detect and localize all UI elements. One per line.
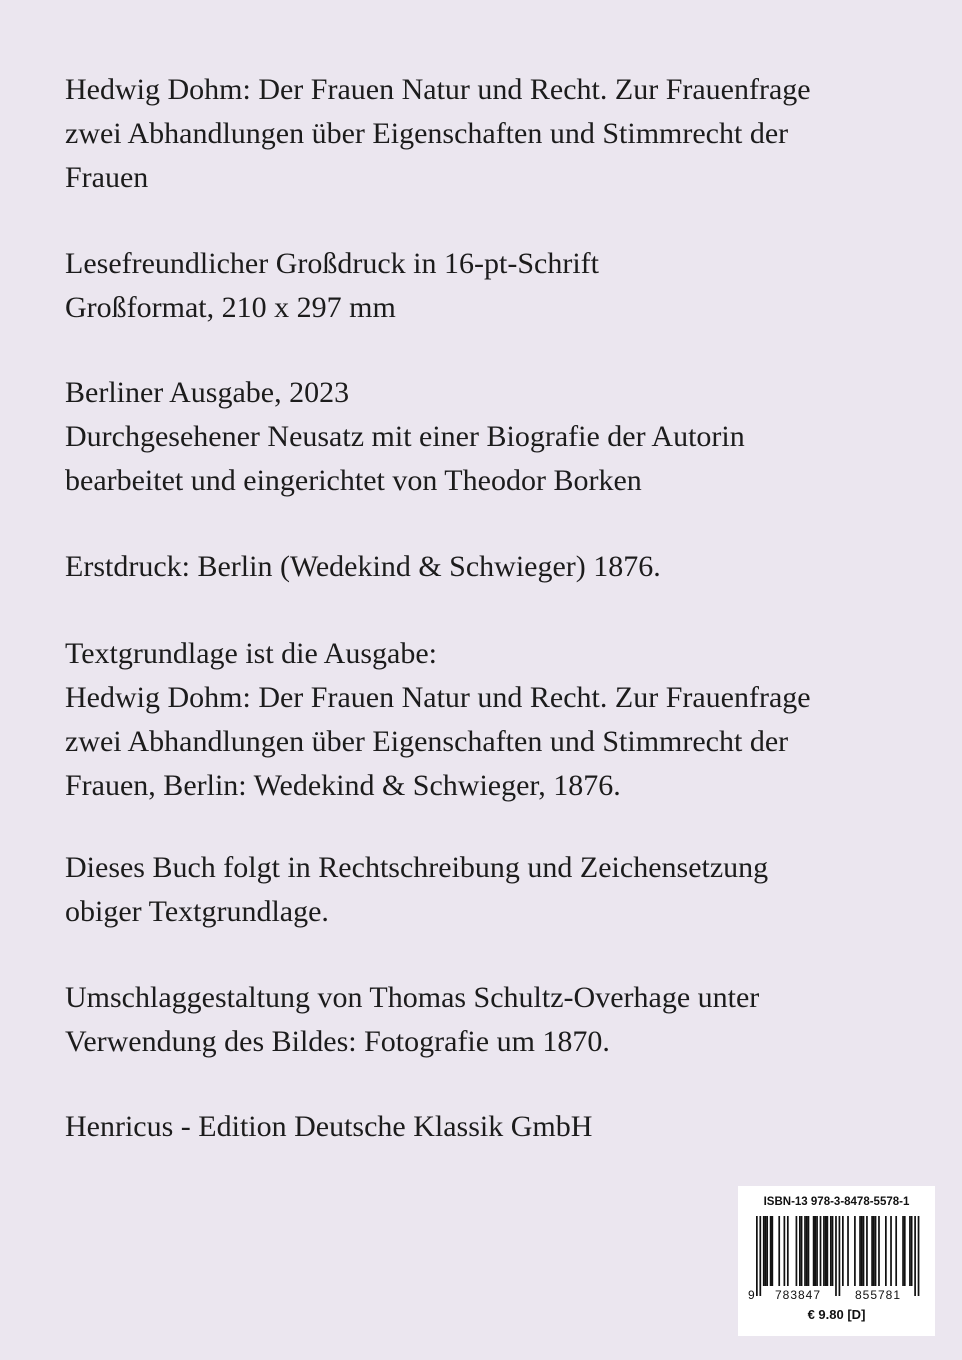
barcode-bar	[909, 1216, 911, 1286]
block-first-print	[65, 545, 925, 589]
barcode-bar	[787, 1216, 789, 1286]
barcode-bar	[842, 1216, 844, 1286]
text-line: zwei Abhandlungen über Eigenschaften und Stimmrecht der	[65, 117, 789, 150]
text-line: obiger Textgrundlage.	[65, 895, 329, 928]
barcode-bar	[918, 1216, 920, 1296]
barcode-bar	[885, 1216, 887, 1286]
text-line: Hedwig Dohm: Der Frauen Natur und Recht. Zur Frauenfrage	[65, 681, 811, 714]
text-line: bearbeitet und eingerichtet von Theodor Borken	[65, 464, 642, 497]
barcode-bar	[813, 1216, 815, 1286]
text-line: Frauen, Berlin: Wedekind & Schwieger, 1876.	[65, 769, 621, 802]
barcode-bar	[808, 1216, 810, 1286]
barcode-panel	[738, 1186, 935, 1336]
text-line: Großformat, 210 x 297 mm	[65, 291, 396, 324]
block-orthography	[65, 846, 925, 934]
barcode-digits-right: 855781	[854, 1288, 902, 1302]
barcode-bar	[890, 1216, 892, 1286]
isbn-label: ISBN-13 978-3-8478-5578-1	[763, 1196, 910, 1208]
text-line: Henricus - Edition Deutsche Klassik GmbH	[65, 1110, 593, 1143]
barcode-bar	[770, 1216, 772, 1286]
barcode-bar	[806, 1216, 808, 1286]
barcode-bar	[816, 1216, 818, 1286]
text-line: Berliner Ausgabe, 2023	[65, 376, 350, 409]
barcode-bar	[827, 1216, 829, 1286]
barcode-bar	[763, 1216, 765, 1286]
barcode-bar	[895, 1216, 897, 1286]
text-line: Textgrundlage ist die Ausgabe:	[65, 637, 437, 670]
barcode-bar	[863, 1216, 865, 1286]
barcode-bar	[871, 1216, 873, 1286]
barcode-bar	[830, 1216, 832, 1286]
barcode-bar	[914, 1216, 916, 1296]
barcode-bar	[835, 1216, 837, 1296]
barcode-bar	[878, 1216, 880, 1286]
text-line: Frauen	[65, 161, 149, 194]
barcode-bar	[799, 1216, 801, 1286]
barcode-bar	[784, 1216, 786, 1286]
barcode-bar	[756, 1216, 758, 1296]
barcode-bar	[766, 1216, 768, 1286]
barcode-bars	[756, 1216, 919, 1296]
barcode-digit-first: 9	[748, 1288, 755, 1302]
barcode-bar	[825, 1216, 827, 1286]
text-line: zwei Abhandlungen über Eigenschaften und Stimmrecht der	[65, 725, 789, 758]
barcode-bar	[765, 1216, 767, 1286]
block-edition	[65, 371, 925, 503]
text-line: Lesefreundlicher Großdruck in 16-pt-Schrift	[65, 247, 599, 280]
block-title	[65, 68, 925, 200]
text-line: Verwendung des Bildes: Fotografie um 1870.	[65, 1025, 610, 1058]
barcode-bar	[854, 1216, 856, 1286]
block-text-basis	[65, 632, 925, 808]
text-line: Durchgesehener Neusatz mit einer Biografie der Autorin	[65, 420, 745, 453]
barcode-bar	[771, 1216, 773, 1286]
barcode-bar	[778, 1216, 780, 1286]
block-format	[65, 242, 925, 330]
barcode-bar	[911, 1216, 913, 1286]
text-line: Erstdruck: Berlin (Wedekind & Schwieger) 1876.	[65, 550, 661, 583]
barcode-bar	[832, 1216, 834, 1286]
barcode-bar	[796, 1216, 798, 1286]
barcode-bar	[859, 1216, 861, 1286]
price-label: € 9.80 [D]	[807, 1307, 866, 1322]
barcode-bar	[820, 1216, 822, 1286]
barcode-digits-left: 783847	[774, 1288, 822, 1302]
barcode-bar	[875, 1216, 877, 1286]
barcode-bar	[801, 1216, 803, 1286]
barcode-bar	[873, 1216, 875, 1286]
barcode-bar	[759, 1216, 761, 1296]
barcode-bar	[866, 1216, 868, 1286]
barcode-bar	[847, 1216, 849, 1286]
block-publisher	[65, 1105, 925, 1149]
text-line: Umschlaggestaltung von Thomas Schultz-Overhage unter	[65, 981, 760, 1014]
text-line: Hedwig Dohm: Der Frauen Natur und Recht. Zur Frauenfrage	[65, 73, 811, 106]
barcode-bar	[902, 1216, 904, 1286]
barcode-bar	[904, 1216, 906, 1286]
barcode-bar	[804, 1216, 806, 1286]
block-cover-design	[65, 976, 925, 1064]
barcode-bar	[823, 1216, 825, 1286]
barcode-bar	[814, 1216, 816, 1286]
text-line: Dieses Buch folgt in Rechtschreibung und Zeichensetzung	[65, 851, 769, 884]
barcode-bar	[861, 1216, 863, 1286]
barcode-bar	[839, 1216, 841, 1296]
